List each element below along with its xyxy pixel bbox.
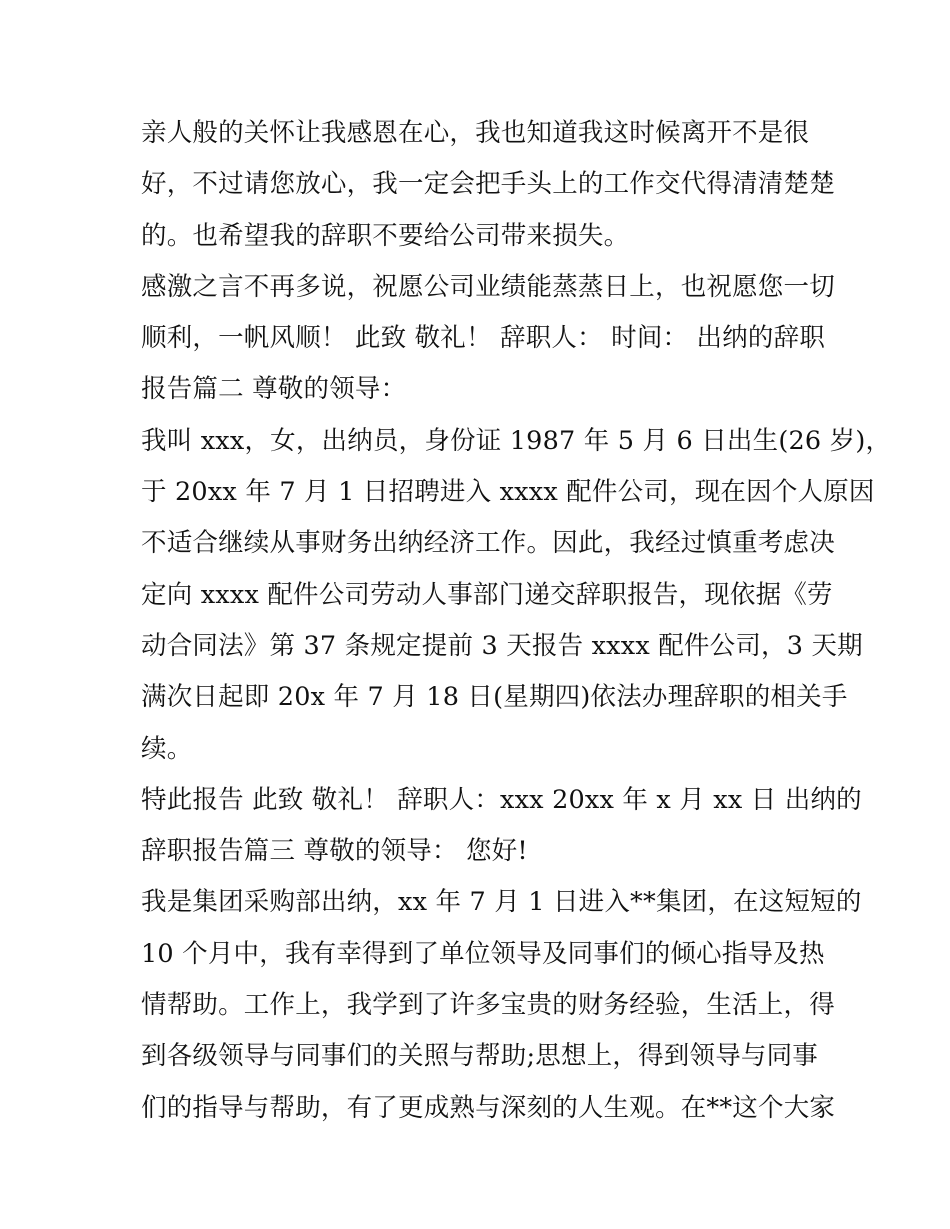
text-line: 动合同法》第 37 条规定提前 3 天报告 xxxx 配件公司，3 天期 bbox=[141, 630, 863, 661]
text-line: 不适合继续从事财务出纳经济工作。因此，我经过慎重考虑决 bbox=[141, 528, 835, 559]
text-line: 满次日起即 20x 年 7 月 18 日(星期四)依法办理辞职的相关手 bbox=[141, 682, 848, 713]
text-line: 的。也希望我的辞职不要给公司带来损失。 bbox=[141, 220, 630, 251]
text-line: 续。 bbox=[141, 733, 193, 764]
text-line: 于 20xx 年 7 月 1 日招聘进入 xxxx 配件公司，现在因个人原因 bbox=[141, 477, 875, 508]
text-line: 到各级领导与同事们的关照与帮助;思想上，得到领导与同事 bbox=[141, 1041, 818, 1072]
text-line: 定向 xxxx 配件公司劳动人事部门递交辞职报告，现依据《劳 bbox=[141, 579, 833, 610]
text-line: 我叫 xxx，女，出纳员，身份证 1987 年 5 月 6 日出生(26 岁)， bbox=[141, 425, 892, 456]
text-line: 亲人般的关怀让我感恩在心，我也知道我这时候离开不是很 bbox=[141, 118, 810, 148]
text-line: 辞职报告篇三 尊敬的领导： 您好! bbox=[141, 836, 528, 867]
text-line: 顺利，一帆风顺！ 此致 敬礼！ 辞职人： 时间： 出纳的辞职 bbox=[141, 323, 826, 354]
text-line: 报告篇二 尊敬的领导： bbox=[141, 374, 407, 405]
text-line: 感激之言不再多说，祝愿公司业绩能蒸蒸日上，也祝愿您一切 bbox=[141, 271, 835, 302]
document-body bbox=[141, 108, 892, 1134]
text-line: 10 个月中，我有幸得到了单位领导及同事们的倾心指导及热 bbox=[141, 938, 825, 969]
text-line: 们的指导与帮助，有了更成熟与深刻的人生观。在**这个大家 bbox=[141, 1092, 836, 1123]
text-line: 好，不过请您放心，我一定会把手头上的工作交代得清清楚楚 bbox=[141, 169, 835, 200]
text-line: 情帮助。工作上，我学到了许多宝贵的财务经验，生活上，得 bbox=[141, 990, 835, 1021]
text-line: 特此报告 此致 敬礼！ 辞职人：xxx 20xx 年 x 月 xx 日 出纳的 bbox=[141, 784, 862, 815]
text-line: 我是集团采购部出纳，xx 年 7 月 1 日进入**集团，在这短短的 bbox=[141, 887, 862, 918]
